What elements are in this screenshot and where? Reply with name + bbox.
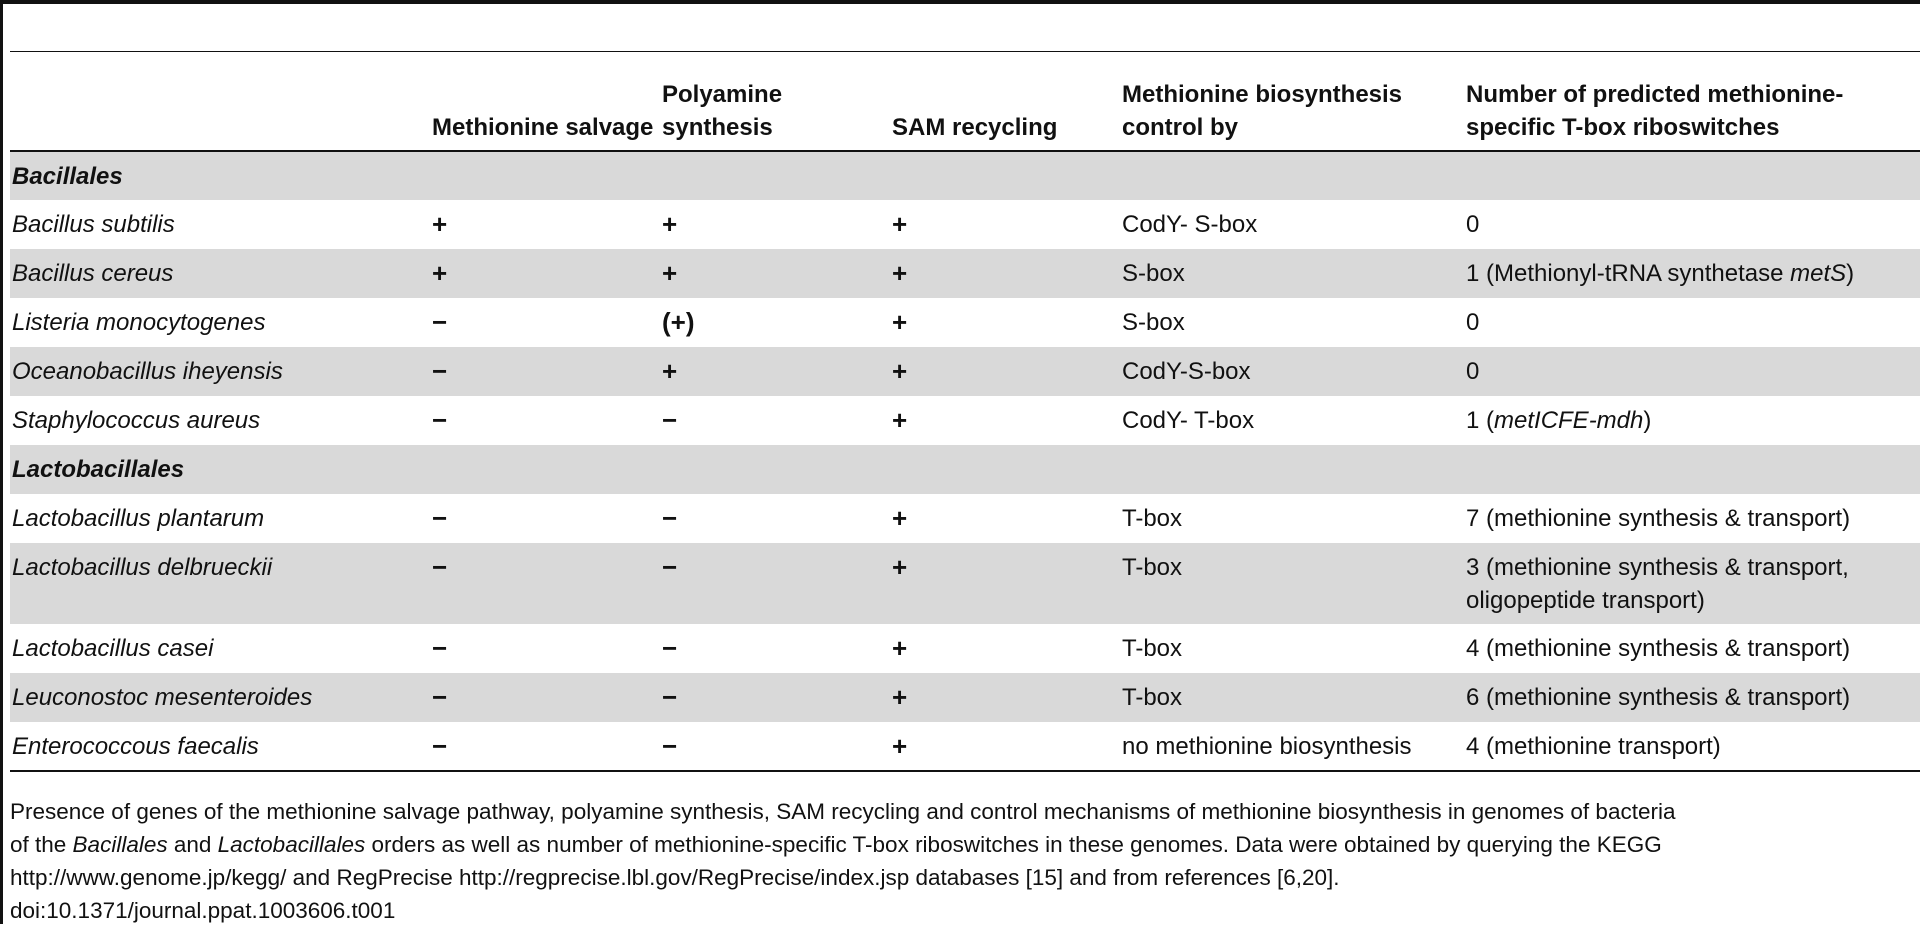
gene-name: metICFE-mdh: [1494, 407, 1644, 434]
salvage-cell: −: [430, 347, 660, 396]
sam-cell: +: [892, 209, 908, 239]
caption-text: and: [167, 832, 218, 857]
salvage-cell: −: [432, 307, 448, 337]
table-row: [10, 298, 1920, 347]
table-row: [10, 396, 1920, 445]
table-row: [10, 543, 1920, 624]
table-row: [10, 200, 1920, 249]
methionine-table: [10, 62, 1920, 772]
tbox-cell: [1464, 249, 1920, 298]
header-row: [10, 62, 1920, 151]
salvage-cell: −: [430, 543, 660, 624]
header-sam-recycling: SAM recycling: [890, 62, 1120, 151]
tbox-cell: 4 (methionine transport): [1464, 722, 1920, 771]
table-row: [10, 722, 1920, 771]
organism-cell: Lactobacillus delbrueckii: [10, 543, 430, 624]
left-rule: [0, 0, 3, 924]
caption-order-lactobacillales: Lactobacillales: [217, 832, 366, 857]
table-row: [10, 249, 1920, 298]
polyamine-cell: −: [660, 722, 890, 771]
top-rule: [0, 0, 1920, 4]
polyamine-cell: +: [662, 209, 678, 239]
caption-text: orders as well as number of methionine-specific T-box riboswitches in these genomes. Data were obtained by querying the KEGG: [365, 832, 1662, 857]
salvage-cell: +: [430, 249, 660, 298]
tbox-cell: [1464, 396, 1920, 445]
organism-cell: Enterococcous faecalis: [10, 722, 430, 771]
sam-cell: +: [890, 722, 1120, 771]
tbox-line-2: oligopeptide transport): [1466, 587, 1705, 614]
tbox-cell: 0: [1464, 347, 1920, 396]
control-cell: T-box: [1120, 543, 1464, 624]
control-cell: T-box: [1122, 505, 1183, 532]
table-row: [10, 347, 1920, 396]
control-cell: S-box: [1122, 309, 1185, 336]
tbox-line-1: 3 (methionine synthesis & transport,: [1466, 554, 1849, 581]
polyamine-cell: (+): [662, 307, 695, 337]
header-methionine-salvage: Methionine salvage: [430, 62, 660, 151]
sam-cell: +: [890, 347, 1120, 396]
control-cell: S-box: [1120, 249, 1464, 298]
header-biosynthesis-control: Methionine biosynthesis control by: [1120, 62, 1464, 151]
organism-cell: Listeria monocytogenes: [12, 309, 266, 336]
table-row: [10, 494, 1920, 543]
group-row: [10, 445, 1920, 494]
sam-cell: +: [892, 307, 908, 337]
sam-cell: +: [890, 249, 1120, 298]
sam-cell: +: [890, 543, 1120, 624]
caption-line-1: Presence of genes of the methionine salvage pathway, polyamine synthesis, SAM recycling and control mechanisms of methionine biosynthesis in genomes of bacteria: [10, 799, 1676, 824]
polyamine-cell: −: [660, 543, 890, 624]
polyamine-cell: +: [660, 347, 890, 396]
tbox-text: 1 (Methionyl-tRNA synthetase: [1466, 260, 1791, 287]
control-cell: CodY- S-box: [1122, 211, 1258, 238]
caption-line-3: http://www.genome.jp/kegg/ and RegPrecise http://regprecise.lbl.gov/RegPrecise/index.jsp databases [15] and from references [6,20].: [10, 865, 1340, 890]
organism-cell: Bacillus cereus: [10, 249, 430, 298]
polyamine-cell: +: [660, 249, 890, 298]
salvage-cell: −: [430, 722, 660, 771]
control-cell: no methionine biosynthesis: [1120, 722, 1464, 771]
sam-cell: +: [890, 673, 1120, 722]
control-cell: CodY-S-box: [1120, 347, 1464, 396]
tbox-cell: 6 (methionine synthesis & transport): [1464, 673, 1920, 722]
sam-cell: +: [892, 633, 908, 663]
salvage-cell: −: [432, 633, 448, 663]
tbox-cell: 4 (methionine synthesis & transport): [1466, 635, 1851, 662]
organism-cell: Lactobacillus plantarum: [12, 505, 265, 532]
tbox-cell: [1464, 543, 1920, 624]
gene-name: metS: [1790, 260, 1847, 287]
control-cell: T-box: [1120, 673, 1464, 722]
control-cell: T-box: [1122, 635, 1183, 662]
organism-cell: Lactobacillus casei: [12, 635, 214, 662]
header-tbox-count: Number of predicted methionine-specific T-box riboswitches: [1464, 62, 1920, 151]
caption-line-2: [10, 828, 1915, 861]
organism-cell: Bacillus subtilis: [12, 211, 175, 238]
salvage-cell: −: [430, 673, 660, 722]
polyamine-cell: −: [660, 673, 890, 722]
table-row: [10, 673, 1920, 722]
group-label: Lactobacillales: [10, 445, 1920, 494]
salvage-cell: +: [432, 209, 448, 239]
tbox-text: 1 (: [1466, 407, 1495, 434]
caption-order-bacillales: Bacillales: [72, 832, 168, 857]
header-organism: [10, 62, 430, 151]
sam-cell: +: [892, 503, 908, 533]
sam-cell: +: [892, 405, 908, 435]
polyamine-cell: −: [662, 405, 678, 435]
organism-cell: Leuconostoc mesenteroides: [10, 673, 430, 722]
polyamine-cell: −: [662, 633, 678, 663]
table-row: [10, 624, 1920, 673]
tbox-suffix: ): [1846, 260, 1855, 287]
caption-doi: doi:10.1371/journal.ppat.1003606.t001: [10, 898, 396, 923]
header-polyamine-synthesis: Polyamine synthesis: [660, 62, 890, 151]
organism-cell: Oceanobacillus iheyensis: [10, 347, 430, 396]
header-rule: [10, 51, 1920, 52]
tbox-suffix: ): [1643, 407, 1652, 434]
table-caption: [10, 795, 1915, 927]
control-cell: CodY- T-box: [1122, 407, 1255, 434]
caption-text: of the: [10, 832, 73, 857]
group-label: Bacillales: [10, 151, 1920, 200]
salvage-cell: −: [432, 405, 448, 435]
tbox-cell: 7 (methionine synthesis & transport): [1466, 505, 1851, 532]
tbox-cell: 0: [1466, 211, 1480, 238]
tbox-cell: 0: [1466, 309, 1480, 336]
organism-cell: Staphylococcus aureus: [12, 407, 261, 434]
salvage-cell: −: [432, 503, 448, 533]
group-row: [10, 151, 1920, 200]
polyamine-cell: −: [662, 503, 678, 533]
